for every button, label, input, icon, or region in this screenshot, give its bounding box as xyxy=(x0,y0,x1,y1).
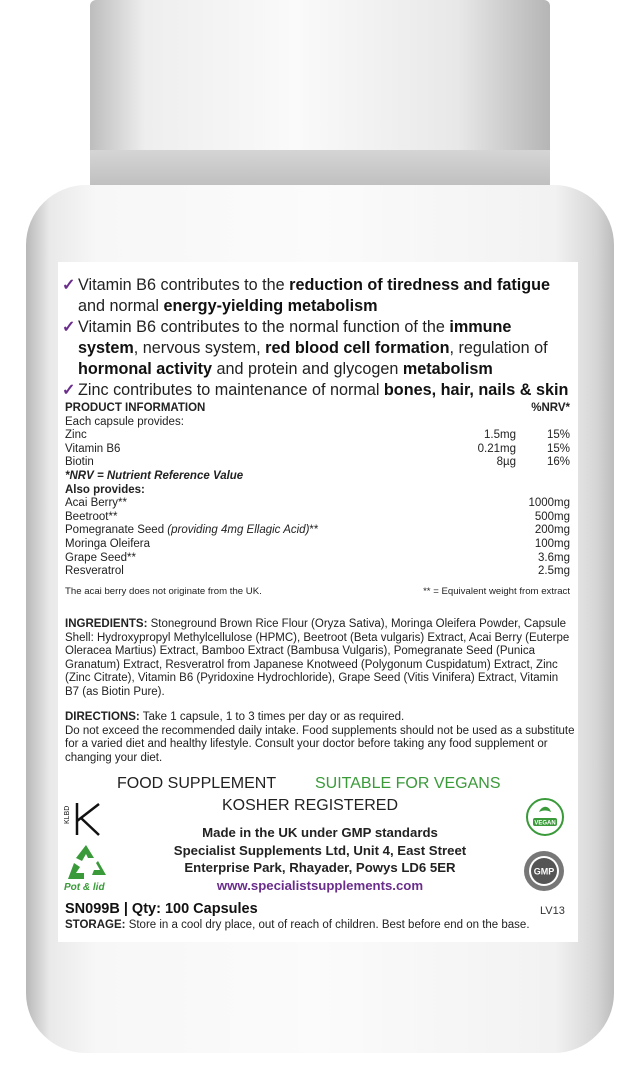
company-address-2: Enterprise Park, Rhayader, Powys LD6 5ER xyxy=(184,860,456,875)
also-provides-label: Also provides: xyxy=(65,483,145,496)
extra-name: Beetroot** xyxy=(65,510,118,523)
ingredients xyxy=(65,618,575,700)
each-capsule-row xyxy=(65,416,570,430)
ingredients-text: Stoneground Brown Rice Flour (Oryza Sativa), Moringa Oleifera Powder, Capsule Shell: Hydroxypropyl Methylcellulose (HPMC), Beetroot (Beta vulgaris) Extract, Acai Berry (Euterpe Oleracea Martius) Extract, Bamboo Extract (Bambusa Vulgaris), Pomegranate Seed (Punica Granatum) Extract, Resveratrol from Japanese Knotweed (Polygonum Cuspidatum) Extract, Zinc (Zinc Citrate), Vitamin B6 (Pyridoxine Hydrochloride), Grape Seed (Vitis Vinifera) Extract, Vitamin B7 (as Biotin Pure). xyxy=(65,618,570,698)
claim-text: , nervous system, xyxy=(133,339,266,357)
check-icon: ✓ xyxy=(62,276,76,294)
claim-immune xyxy=(62,317,572,380)
directions-line xyxy=(65,711,575,725)
kosher-k-logo-icon xyxy=(63,800,105,838)
kosher-label: KOSHER REGISTERED xyxy=(222,797,399,814)
product-code: SN099B | Qty: 100 Capsules xyxy=(65,901,258,917)
directions-label: DIRECTIONS: xyxy=(65,711,140,723)
extra-row xyxy=(65,552,570,566)
extra-name: Grape Seed** xyxy=(65,551,136,564)
equivalent-weight-note: ** = Equivalent weight from extract xyxy=(423,585,570,597)
extra-note: (providing 4mg Ellagic Acid) xyxy=(167,524,310,537)
claim-tiredness xyxy=(62,275,572,317)
extra-amount: 3.6mg xyxy=(538,551,570,564)
nutrient-amount: 1.5mg xyxy=(484,429,516,442)
pi-header-row xyxy=(65,402,570,416)
food-supplement-label: FOOD SUPPLEMENT xyxy=(117,775,277,792)
extra-name: Pomegranate Seed xyxy=(65,524,168,537)
acai-origin-note: The acai berry does not originate from the UK. xyxy=(65,585,262,597)
extra-row xyxy=(65,511,570,525)
extra-amount: 2.5mg xyxy=(538,565,570,578)
claim-text: and protein and glycogen xyxy=(212,360,403,378)
nrv-header: %NRV* xyxy=(531,402,570,414)
claim-bold: bones, hair, nails & skin xyxy=(383,381,569,399)
vegan-badge-text: VEGAN xyxy=(534,820,556,827)
claim-text: Zinc contributes to maintenance of normal xyxy=(78,381,384,399)
svg-text:KLBD: KLBD xyxy=(64,805,71,824)
label-version: LV13 xyxy=(540,905,565,917)
nutrient-nrv: 15% xyxy=(546,442,570,455)
extra-amount: 100mg xyxy=(534,537,570,550)
claim-zinc xyxy=(62,380,572,401)
nrv-note-row xyxy=(65,470,570,484)
storage-label: STORAGE: xyxy=(65,919,126,931)
extra-name: Acai Berry** xyxy=(65,497,127,510)
extra-row xyxy=(65,565,570,579)
extra-suffix: ** xyxy=(309,524,319,537)
directions xyxy=(65,711,575,765)
pi-header: PRODUCT INFORMATION xyxy=(65,402,206,414)
nutrient-name: Biotin xyxy=(65,456,94,469)
nutrient-nrv: 15% xyxy=(546,429,570,442)
nutrient-nrv: 16% xyxy=(546,456,570,469)
extra-amount: 500mg xyxy=(534,510,570,523)
lid-rim xyxy=(90,150,550,190)
check-icon: ✓ xyxy=(62,318,76,336)
made-in-uk: Made in the UK under GMP standards xyxy=(202,825,438,840)
extra-amount: 200mg xyxy=(534,524,570,537)
nutrient-name: Zinc xyxy=(65,429,87,442)
claim-bold: hormonal activity xyxy=(78,360,213,378)
nutrient-name: Vitamin B6 xyxy=(65,442,121,455)
extra-name: Resveratrol xyxy=(65,565,124,578)
directions-text: Take 1 capsule, 1 to 3 times per day or as required. xyxy=(139,711,405,723)
pot-lid-label: Pot & lid xyxy=(64,882,105,893)
website-link[interactable]: www.specialistsupplements.com xyxy=(216,877,424,893)
claim-text: Vitamin B6 contributes to the xyxy=(78,276,290,294)
claim-bold: red blood cell formation xyxy=(265,339,450,357)
extra-row xyxy=(65,524,570,538)
footnote-row xyxy=(65,585,570,599)
product-information xyxy=(65,402,570,598)
check-icon: ✓ xyxy=(62,381,76,399)
extra-name: Moringa Oleifera xyxy=(65,537,151,550)
claim-text: and normal xyxy=(78,297,164,315)
nrv-note: *NRV = Nutrient Reference Value xyxy=(65,469,244,482)
extra-name-group xyxy=(65,524,318,538)
also-provides-row xyxy=(65,484,570,498)
storage-text: Store in a cool dry place, out of reach of children. Best before end on the base. xyxy=(125,919,530,931)
manufacturer-block xyxy=(150,824,490,894)
nutrient-amount: 8µg xyxy=(496,456,516,469)
nutrient-row xyxy=(65,443,570,457)
directions-warning: Do not exceed the recommended daily intake. Food supplements should not be used as a substitute for a varied diet and healthy lifestyle. Consult your doctor before taking any food supplement or changing your diet. xyxy=(65,724,575,764)
claim-bold: reduction of tiredness and fatigue xyxy=(289,276,550,294)
each-capsule-label: Each capsule provides: xyxy=(65,415,184,428)
nutrient-amount: 0.21mg xyxy=(477,442,516,455)
extra-amount: 1000mg xyxy=(528,497,570,510)
suitable-vegans-label: SUITABLE FOR VEGANS xyxy=(315,775,501,792)
claim-bold: metabolism xyxy=(402,360,493,378)
vegan-badge-icon xyxy=(525,797,565,837)
recycle-icon xyxy=(64,843,108,881)
ingredients-label: INGREDIENTS: xyxy=(65,618,148,630)
extra-row xyxy=(65,497,570,511)
gmp-badge-text: GMP xyxy=(533,866,555,877)
gmp-badge-icon xyxy=(523,850,565,892)
nutrient-row xyxy=(65,429,570,443)
claim-text: Vitamin B6 contributes to the normal function of the xyxy=(78,318,450,336)
company-address-1: Specialist Supplements Ltd, Unit 4, East Street xyxy=(173,842,467,858)
claim-bold: energy-yielding metabolism xyxy=(163,297,378,315)
claim-text: , regulation of xyxy=(449,339,548,357)
nutrient-row xyxy=(65,456,570,470)
extra-row xyxy=(65,538,570,552)
claim-bold: immune system xyxy=(78,318,512,357)
storage-instructions xyxy=(65,919,575,931)
health-claims xyxy=(62,275,572,401)
